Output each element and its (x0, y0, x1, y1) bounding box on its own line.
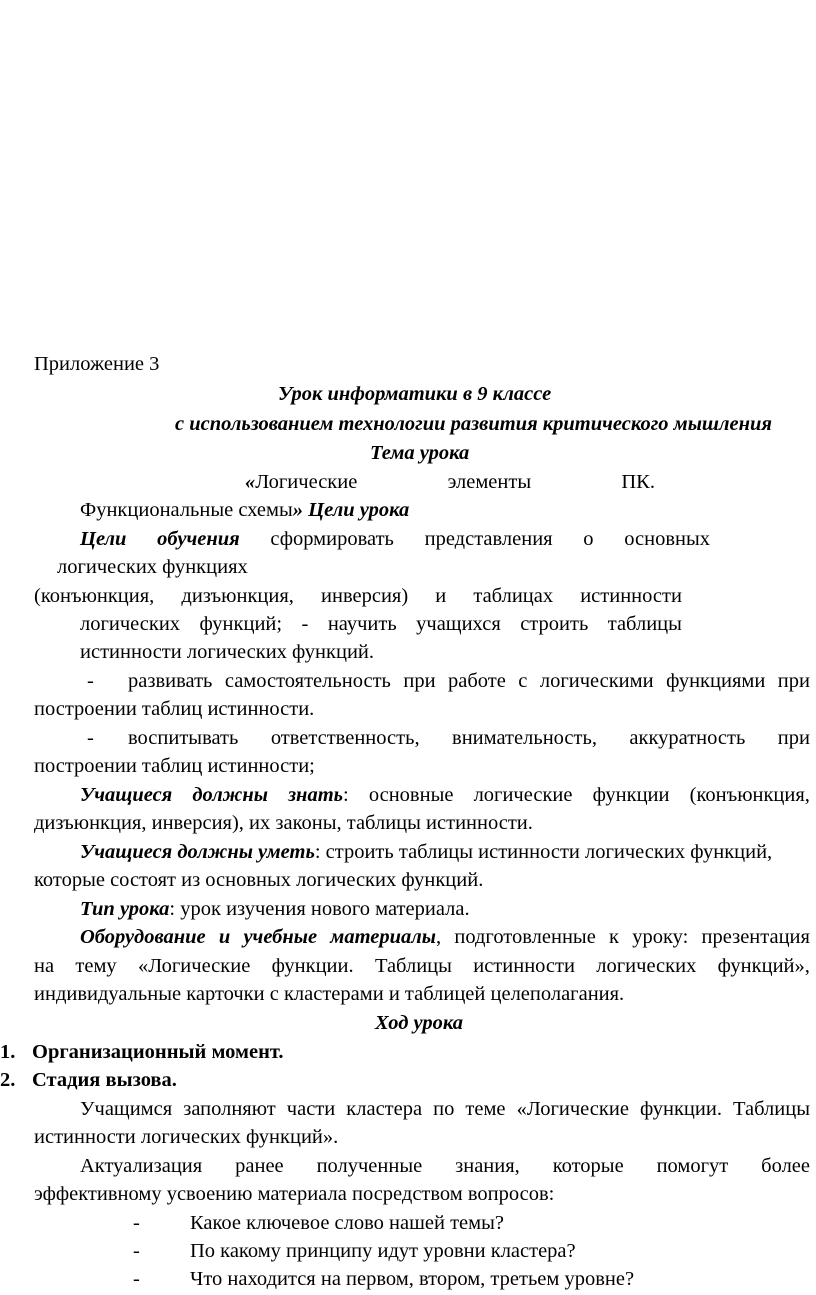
bullet-1-line-2: построении таблиц истинности. (34, 698, 315, 720)
question-3: Что находится на первом, втором, третьем уровне? (190, 1268, 635, 1290)
question-dash: - (133, 1212, 140, 1234)
learning-goals-line-4: логических функций; - научить учащихся строить таблицы (80, 613, 682, 635)
question-1: Какое ключевое слово нашей темы? (190, 1212, 504, 1234)
can-line-1: Учащиеся должны уметь: строить таблицы истинности логических функций, (80, 841, 773, 863)
know-line-1: Учащиеся должны знать: основные логические функции (конъюнкция, (80, 784, 810, 806)
equipment-line-3: индивидуальные карточки с кластерами и таблицей целеполагания. (34, 983, 625, 1005)
question-dash: - (133, 1240, 140, 1262)
can-line-2: которые состоят из основных логических функций. (34, 869, 484, 891)
learning-goals-line-2: логических функциях (57, 556, 248, 578)
stage-2-para-2-line-1: Актуализация ранее полученные знания, которые помогут более (80, 1155, 810, 1177)
topic-line-2: Функциональные схемы» Цели урока (80, 499, 410, 521)
bullet-2-line-1: воспитывать ответственность, внимательность, аккуратность при (128, 727, 810, 749)
question-2: По какому принципу идут уровни кластера? (190, 1240, 576, 1262)
bullet-1-line-1: развивать самостоятельность при работе с логическими функциями при (128, 670, 810, 692)
goals-label: Цели урока (308, 499, 410, 521)
topic-word-1: «Логические (245, 471, 358, 493)
course-title: Ход урока (375, 1012, 463, 1034)
topic-word-2: элементы (447, 471, 532, 493)
equipment-line-2: на тему «Логические функции. Таблицы истинности логических функций», (34, 955, 810, 977)
question-dash: - (133, 1268, 140, 1290)
know-line-2: дизъюнкция, инверсия), их законы, таблицы истинности. (34, 812, 533, 834)
lesson-subtitle: с использованием технологии развития критического мышления (175, 413, 772, 435)
topic-label: Тема урока (370, 442, 470, 464)
learning-goals-line-5: истинности логических функций. (80, 641, 375, 663)
stage-2: 2. Стадия вызова. (0, 1069, 177, 1091)
topic-line-1 (245, 468, 655, 496)
learning-goals-line-1: Цели обучения сформировать представления о основных (80, 528, 710, 550)
stage-2-para-1-line-2: истинности логических функций». (34, 1126, 339, 1148)
lesson-type: Тип урока: урок изучения нового материала. (80, 898, 470, 920)
bullet-dash: - (87, 670, 94, 692)
appendix-label: Приложение 3 (34, 353, 160, 375)
equipment-line-1: Оборудование и учебные материалы, подготовленные к уроку: презентация (80, 926, 810, 948)
bullet-2-line-2: построении таблиц истинности; (34, 755, 315, 777)
learning-goals-line-3: (конъюнкция, дизъюнкция, инверсия) и таблицах истинности (34, 585, 682, 607)
bullet-dash: - (87, 727, 94, 749)
stage-1: 1. Организационный момент. (0, 1041, 284, 1063)
topic-word-3: ПК. (621, 471, 655, 493)
stage-2-para-1-line-1: Учащимся заполняют части кластера по теме «Логические функции. Таблицы (80, 1098, 810, 1120)
lesson-title: Урок информатики в 9 классе (278, 383, 552, 405)
stage-2-para-2-line-2: эффективному усвоению материала посредством вопросов: (34, 1183, 555, 1205)
